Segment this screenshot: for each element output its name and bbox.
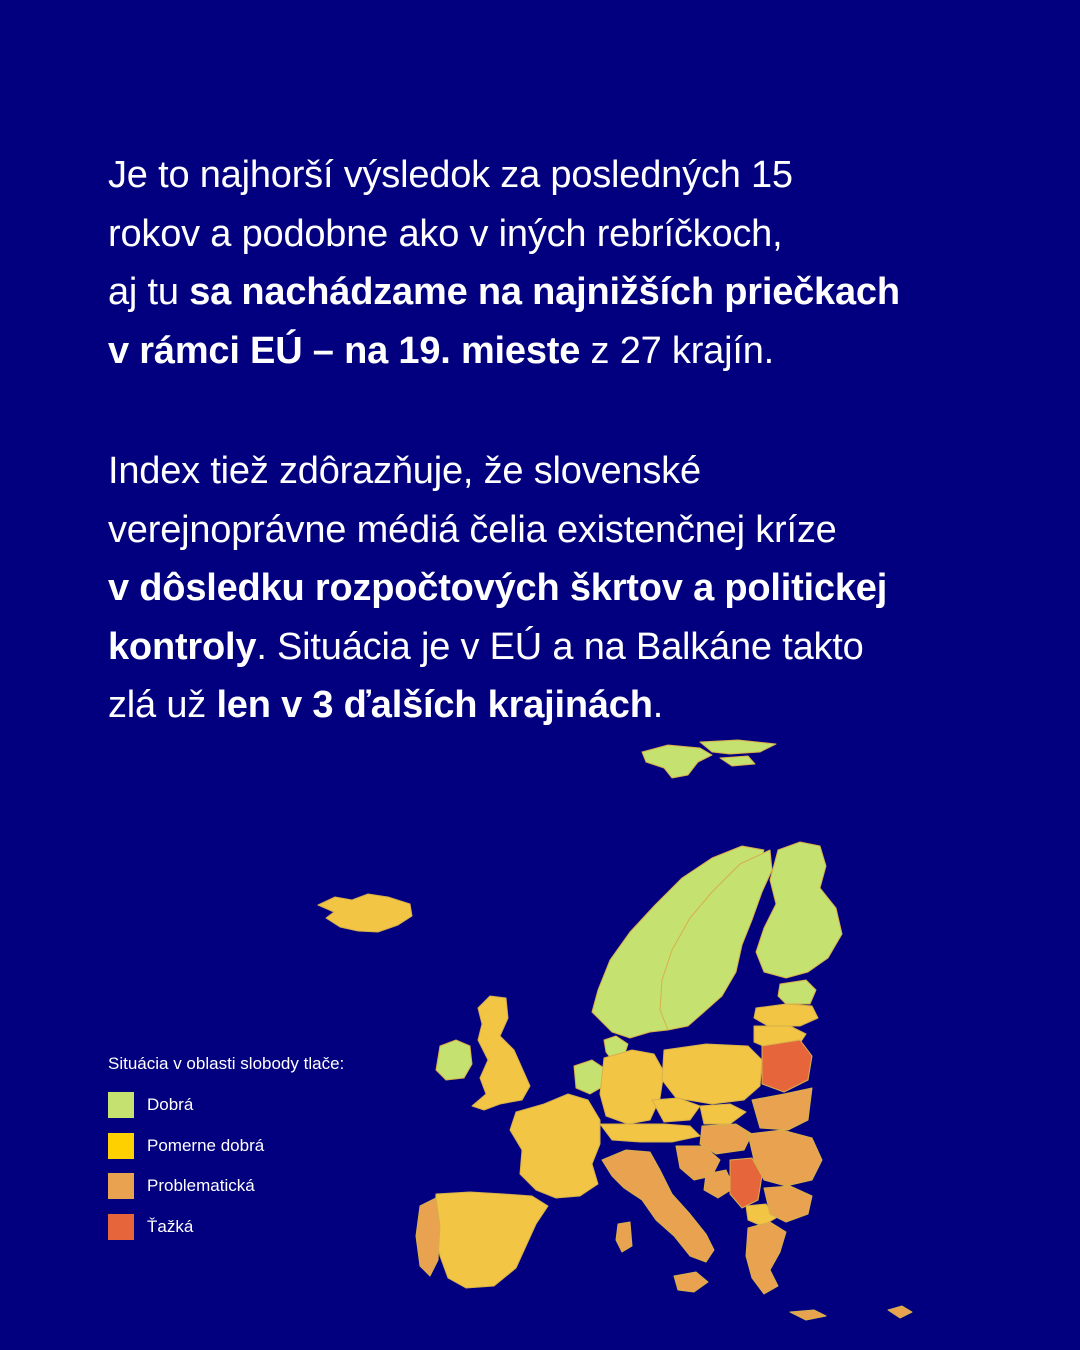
legend-item-problematic <box>108 1173 344 1199</box>
map-region-belarus <box>762 1040 812 1092</box>
text-line: Index tiež zdôrazňuje, že slovenské <box>108 450 701 492</box>
text-line: aj tu <box>108 271 190 313</box>
map-region-latvia <box>754 1004 818 1026</box>
map-region-belgium-netherlands <box>574 1060 604 1094</box>
text-line: . <box>652 684 664 726</box>
legend-label: Problematická <box>147 1176 255 1195</box>
legend-item-good <box>108 1092 344 1118</box>
map-region-slovakia <box>700 1104 746 1124</box>
map-region-iceland <box>318 894 412 932</box>
map-region-germany <box>600 1050 664 1124</box>
map-region-greece <box>746 1222 786 1294</box>
highlight-text: v rámci EÚ – na 19. mieste <box>108 329 581 372</box>
map-legend <box>108 1052 344 1254</box>
map-region-crete <box>790 1310 826 1320</box>
paragraph-public-media <box>108 442 988 735</box>
highlight-text: v dôsledku rozpočtových škrtov a politickej <box>108 567 888 609</box>
map-region-svalbard <box>642 740 776 778</box>
legend-swatch <box>108 1133 134 1159</box>
map-region-cyprus <box>888 1306 912 1318</box>
highlight-text: kontroly <box>108 625 257 668</box>
map-region-spain <box>434 1192 548 1288</box>
text-line: . Situácia je v EÚ a na Balkáne takto <box>256 625 864 668</box>
map-region-sardinia <box>616 1222 632 1252</box>
legend-label: Ťažká <box>147 1216 194 1236</box>
text-line: z 27 krajín. <box>580 329 775 372</box>
text-line: Je to najhorší výsledok za posledných 15 <box>108 154 793 196</box>
europe-press-freedom-map <box>300 730 940 1340</box>
map-region-france <box>510 1094 600 1198</box>
legend-title: Situácia v oblasti slobody tlače: <box>108 1054 345 1073</box>
map-region-estonia <box>778 980 816 1004</box>
paragraph-ranking <box>108 146 988 380</box>
legend-swatch <box>108 1214 134 1240</box>
map-region-poland <box>662 1044 762 1104</box>
map-region-ireland <box>436 1040 472 1080</box>
legend-swatch <box>108 1092 134 1118</box>
text-line: zlá už <box>108 684 217 726</box>
legend-item-satisfactory <box>108 1133 344 1159</box>
highlight-text: sa nachádzame na najnižších priečkach <box>189 271 900 313</box>
highlight-text: len v 3 ďalších krajinách <box>216 684 653 726</box>
map-region-portugal <box>416 1198 440 1276</box>
legend-item-difficult <box>108 1214 344 1240</box>
legend-swatch <box>108 1173 134 1199</box>
map-region-austria-switzerland <box>600 1124 700 1142</box>
text-line: rokov a podobne ako v iných rebríčkoch, <box>108 212 783 255</box>
map-region-ukraine <box>752 1088 812 1130</box>
map-region-sicily <box>674 1272 708 1292</box>
legend-label: Dobrá <box>147 1095 194 1114</box>
text-line: verejnoprávne médiá čelia existenčnej kríze <box>108 508 837 551</box>
legend-label: Pomerne dobrá <box>147 1135 265 1155</box>
map-region-united-kingdom <box>472 996 530 1110</box>
map-region-czechia <box>652 1098 700 1122</box>
